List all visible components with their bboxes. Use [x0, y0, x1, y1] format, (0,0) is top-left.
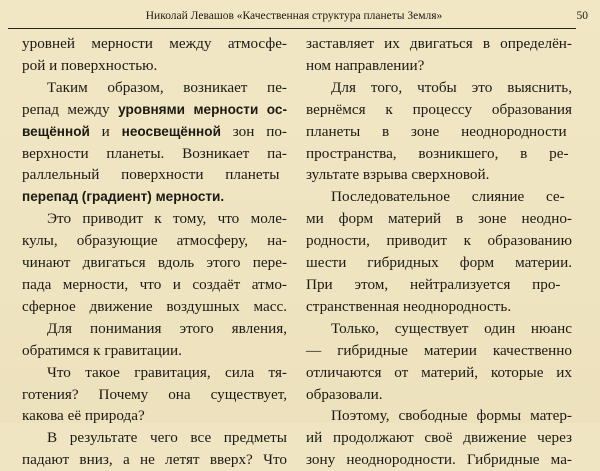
text-line: [306, 318, 572, 340]
text-run: Поэтому, свободные формы матер-: [331, 407, 572, 425]
text-run: зону неоднородности. Гибридные ма-: [306, 451, 572, 469]
text-run: падают вниз, а не летят вверх? Что: [22, 451, 287, 469]
text-line: [22, 55, 287, 77]
text-run: сферное движение воздушных масс.: [22, 297, 287, 315]
page-number: 50: [576, 10, 588, 22]
text-run: вернёмся к процессу образования: [306, 100, 572, 118]
text-run: репад между: [22, 100, 119, 118]
text-line: [22, 186, 287, 208]
running-title: Николай Левашов «Качественная структура планеты Земля»: [145, 10, 443, 22]
text-line: [22, 427, 287, 449]
text-run: — гибридные материи качественно: [306, 341, 572, 359]
text-run: пада мерности, что и создаёт атмо-: [22, 275, 287, 293]
text-run: ий продолжают своё движение через: [306, 429, 572, 447]
text-line: [306, 296, 572, 318]
text-run: В результате чего все предметы: [47, 429, 287, 447]
text-line: [306, 121, 572, 143]
text-line: [22, 274, 287, 296]
text-run: отличаются от материй, которые их: [306, 363, 572, 381]
text-line: [306, 252, 572, 274]
text-line: [22, 164, 287, 186]
text-line: [306, 143, 572, 165]
text-line: [306, 99, 572, 121]
header-rule: [8, 28, 576, 29]
text-run: чинают двигаться вдоль этого пере-: [22, 254, 287, 272]
text-line: [22, 143, 287, 165]
text-run: Для того, чтобы это выяснить,: [331, 78, 572, 96]
text-line: [22, 449, 287, 471]
text-line: [22, 99, 287, 121]
text-run: Это приводит к тому, что моле-: [47, 210, 287, 228]
text-run: Что такое гравитация, сила тя-: [47, 363, 287, 381]
text-line: [306, 449, 572, 471]
emphasized-term: неосвещённой: [121, 123, 221, 139]
text-line: [306, 274, 572, 296]
text-line: [306, 384, 572, 406]
text-line: [306, 405, 572, 427]
right-text-column: [306, 33, 572, 471]
text-run: При этом, нейтрализуется про-: [306, 275, 561, 293]
text-line: [306, 164, 572, 186]
text-line: [22, 252, 287, 274]
text-line: [306, 33, 572, 55]
text-line: [22, 77, 287, 99]
text-line: [22, 208, 287, 230]
text-line: [306, 427, 572, 449]
text-line: [22, 296, 287, 318]
text-line: [22, 384, 287, 406]
text-line: [306, 55, 572, 77]
text-line: [22, 405, 287, 427]
text-run: кулы, образующие атмосферу, на-: [22, 232, 287, 250]
text-run: рой и поверхностью.: [22, 56, 158, 74]
left-text-column: [22, 33, 287, 471]
text-run: Для понимания этого явления,: [47, 319, 287, 337]
text-line: [306, 230, 572, 252]
emphasized-term: вещённой: [22, 123, 90, 139]
text-run: Последовательное слияние се-: [331, 188, 565, 206]
text-run: образовали.: [306, 385, 383, 403]
text-line: [22, 318, 287, 340]
text-run: Только, существует один нюанс: [331, 319, 572, 337]
text-run: пространства, возникшего, в ре-: [306, 144, 569, 162]
text-run: заставляет их двигаться в определён-: [306, 35, 572, 52]
text-run: родности, приводит к образованию: [306, 232, 572, 250]
text-run: уровней мерности между атмосфе-: [22, 35, 287, 52]
text-run: и: [89, 122, 122, 140]
text-line: [22, 340, 287, 362]
text-line: [306, 362, 572, 384]
text-line: [22, 362, 287, 384]
text-run: странственная неоднородность.: [306, 297, 512, 315]
text-line: [306, 77, 572, 99]
text-run: какова её природа?: [22, 407, 145, 425]
text-run: ном направлении?: [306, 56, 425, 74]
text-line: [22, 33, 287, 55]
text-run: обратимся к гравитации.: [22, 341, 182, 359]
emphasized-term: уровнями мерности ос-: [118, 101, 287, 117]
text-line: [22, 230, 287, 252]
text-line: [306, 340, 572, 362]
text-run: зон по-: [220, 122, 287, 140]
text-line: [306, 208, 572, 230]
text-run: планеты в зоне неоднородности: [306, 122, 567, 140]
text-line: [22, 121, 287, 143]
text-run: верхности планеты. Возникает па-: [22, 144, 287, 162]
text-run: Таким образом, возникает пе-: [47, 78, 287, 96]
text-run: готения? Почему она существует,: [22, 385, 287, 403]
text-run: шести гибридных форм материи.: [306, 254, 572, 272]
text-run: ми форм материй в зоне неодно-: [306, 210, 572, 228]
emphasized-term: перепад (градиент) мерности.: [22, 189, 225, 205]
text-run: зультате взрыва сверхновой.: [306, 166, 490, 184]
text-run: раллельный поверхности планеты: [22, 166, 280, 184]
text-line: [306, 186, 572, 208]
running-header: [8, 7, 588, 29]
